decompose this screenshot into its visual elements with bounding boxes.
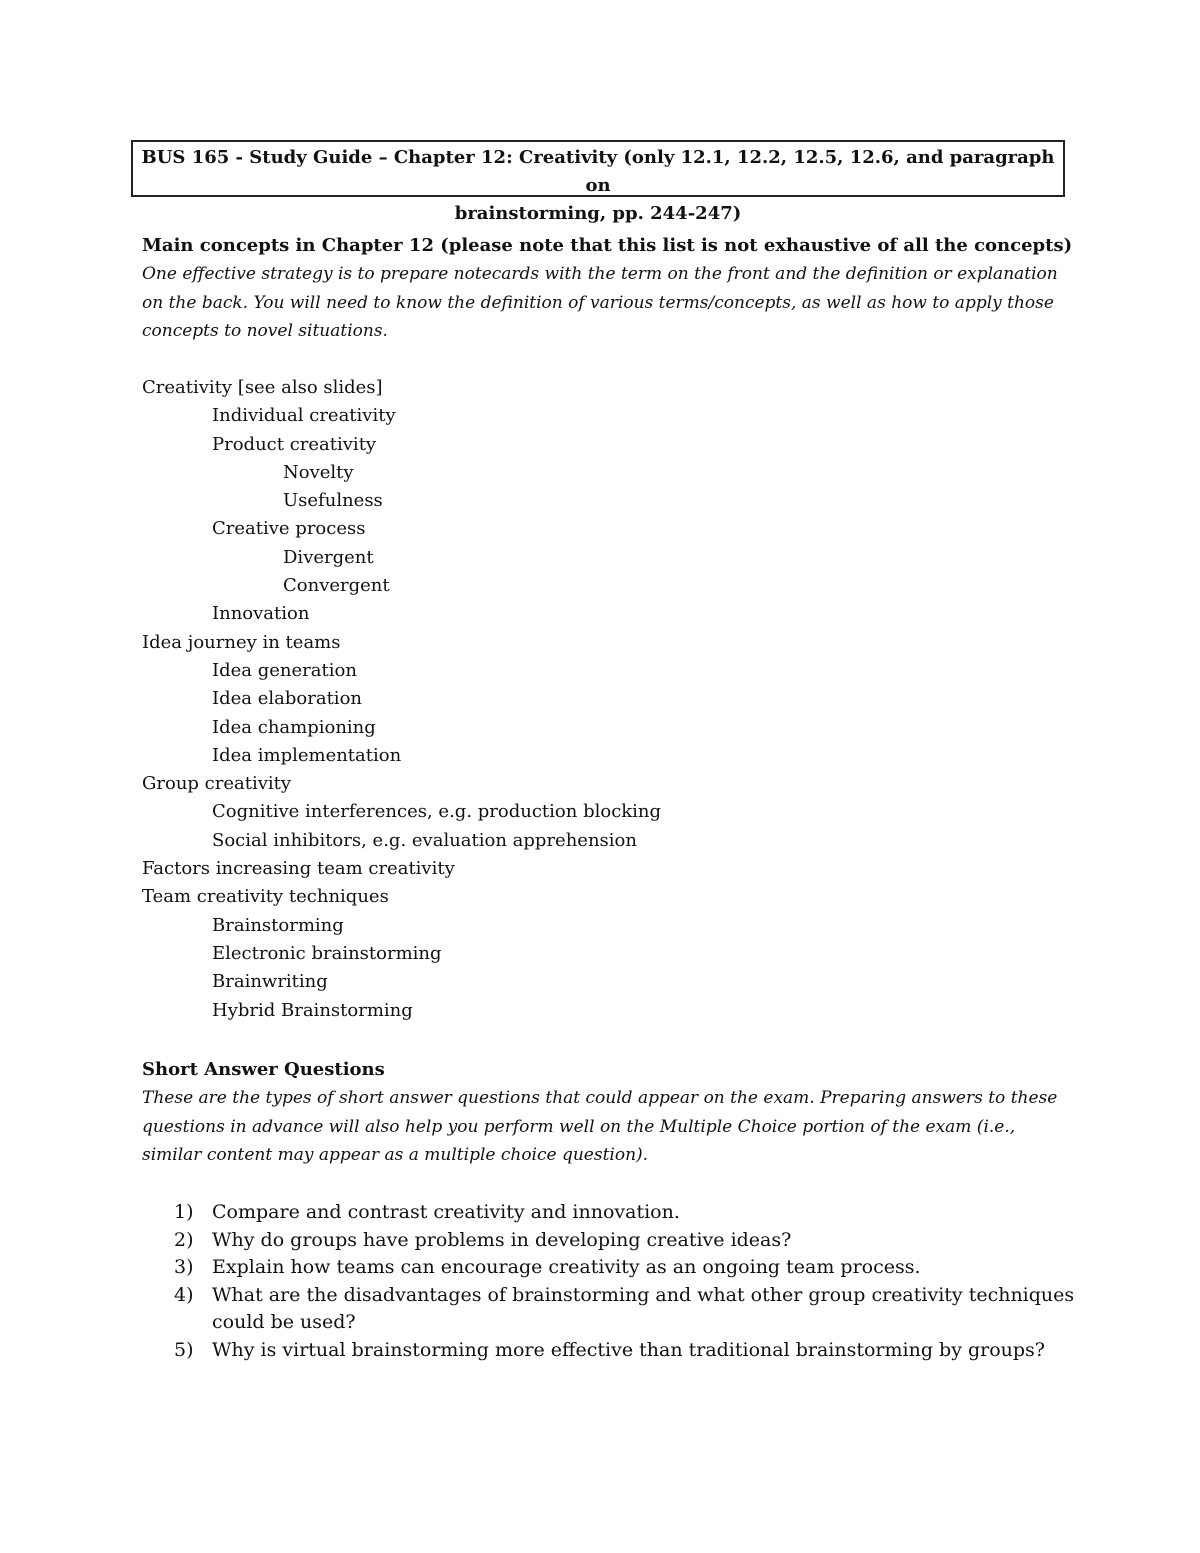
intro-line: concepts to novel situations.: [142, 321, 388, 341]
outline-item: Usefulness: [283, 490, 383, 512]
outline-item: Convergent: [283, 575, 390, 597]
outline-item: Individual creativity: [212, 405, 396, 427]
outline-item: Idea journey in teams: [142, 631, 341, 653]
question-line: Why is virtual brainstorming more effective than traditional brainstorming by groups?: [212, 1338, 1045, 1361]
question-text: [212, 1337, 1062, 1365]
question-number: 1): [174, 1201, 194, 1223]
outline-item: Creativity [see also slides]: [142, 377, 383, 398]
outline-item: Brainwriting: [212, 971, 328, 993]
outline-item: Idea generation: [212, 659, 357, 681]
question-number: 3): [174, 1256, 194, 1278]
question-list: [142, 1199, 1075, 1364]
question-text: [212, 1254, 1062, 1282]
question-line: Why do groups have problems in developing creative ideas?: [212, 1228, 792, 1251]
intro-line: similar content may appear as a multiple choice question).: [142, 1145, 649, 1165]
short-answer-intro: [142, 1084, 1062, 1170]
outline-item: Idea elaboration: [212, 688, 362, 710]
outline-item: Cognitive interferences, e.g. production blocking: [212, 801, 662, 823]
outline-item: Novelty: [283, 461, 354, 483]
title-line-2: brainstorming, pp. 244-247): [454, 203, 742, 224]
question-line: Explain how teams can encourage creativity as an ongoing team process.: [212, 1256, 921, 1278]
outline-item: Factors increasing team creativity: [142, 858, 455, 880]
question-line: Compare and contrast creativity and innovation.: [212, 1201, 680, 1223]
question-text: [212, 1199, 1062, 1227]
intro-line: These are the types of short answer questions that could appear on the exam. Preparing answers to these: [142, 1088, 1058, 1108]
intro-line: questions in advance will also help you perform well on the Multiple Choice portion of the exam (i.e.,: [142, 1116, 1016, 1137]
question-number: 4): [174, 1283, 194, 1306]
question-text: [212, 1282, 1074, 1337]
concept-outline: [142, 374, 1042, 1025]
question-item: [142, 1199, 1062, 1227]
question-line: What are the disadvantages of brainstorming and what other group creativity techniques: [212, 1283, 1075, 1306]
outline-item: Idea championing: [212, 716, 376, 738]
question-number: 2): [174, 1228, 194, 1251]
question-item: [142, 1254, 1062, 1282]
outline-item: Team creativity techniques: [142, 886, 389, 908]
outline-item: Hybrid Brainstorming: [212, 999, 413, 1021]
intro-line: on the back. You will need to know the definition of various terms/concepts, as well as how to apply those: [142, 292, 1054, 313]
question-item: [142, 1227, 1062, 1255]
outline-item: Creative process: [212, 518, 366, 540]
question-item: [142, 1282, 1075, 1337]
outline-item: Product creativity: [212, 433, 377, 455]
question-item: [142, 1337, 1062, 1365]
outline-item: Idea implementation: [212, 744, 402, 766]
outline-item: Group creativity: [142, 773, 292, 795]
main-concepts-intro: [142, 260, 1062, 346]
question-line: could be used?: [212, 1311, 356, 1333]
title-box: [131, 140, 1065, 224]
outline-item: Brainstorming: [212, 914, 344, 936]
outline-item: Social inhibitors, e.g. evaluation apprehension: [212, 829, 637, 851]
outline-item: Innovation: [212, 603, 310, 625]
intro-line: One effective strategy is to prepare notecards with the term on the front and the definition or explanation: [142, 264, 1058, 284]
main-concepts-heading: Main concepts in Chapter 12 (please note that this list is not exhaustive of all the concepts): [142, 235, 1073, 256]
title-line-1: BUS 165 - Study Guide – Chapter 12: Creativity (only 12.1, 12.2, 12.5, 12.6, and paragraph on: [141, 147, 1055, 196]
short-answer-heading: Short Answer Questions: [142, 1059, 385, 1080]
question-text: [212, 1227, 1062, 1255]
question-number: 5): [174, 1338, 194, 1361]
outline-item: Divergent: [283, 546, 374, 568]
outline-item: Electronic brainstorming: [212, 942, 442, 964]
